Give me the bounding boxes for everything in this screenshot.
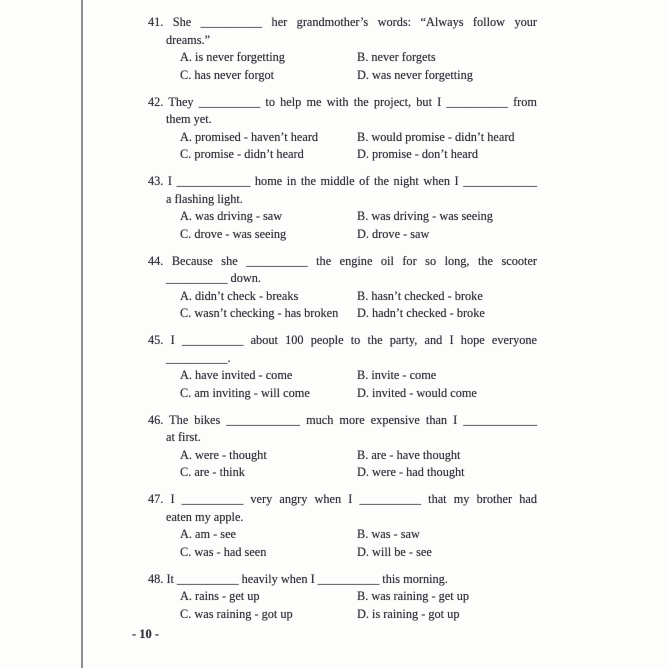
- option-b: B. are - have thought: [357, 447, 461, 462]
- answer-options: [148, 447, 537, 482]
- option-b: B. never forgets: [357, 50, 436, 64]
- option-a: A. am - see: [180, 527, 236, 541]
- question-stem-line1: 45. I __________ about 100 people to the party, and I hope everyone: [148, 333, 537, 347]
- option-b: B. invite - come: [357, 368, 437, 382]
- option-d: D. promise - don’t heard: [357, 147, 479, 161]
- option-a: A. were - thought: [180, 447, 267, 462]
- question-stem-line2: them yet.: [166, 112, 212, 126]
- question-stem-line1: 48. It __________ heavily when I __________ this morning.: [148, 571, 448, 586]
- option-b: B. was driving - was seeing: [357, 209, 493, 223]
- option-d: D. was never forgetting: [357, 67, 473, 82]
- option-d: D. will be - see: [357, 544, 432, 559]
- question-42: [148, 94, 537, 164]
- option-d: D. hadn’t checked - broke: [357, 306, 485, 320]
- option-c: C. wasn’t checking - has broken: [180, 306, 339, 320]
- question-stem-line1: 46. The bikes ____________ much more expensive than I ____________: [148, 412, 537, 427]
- option-d: D. were - had thought: [357, 465, 465, 479]
- option-a: A. rains - get up: [180, 589, 260, 603]
- question-stem-line1: 43. I ____________ home in the middle of the night when I ____________: [148, 174, 537, 188]
- question-stem-line1: 41. She __________ her grandmother’s words: “Always follow your: [148, 15, 537, 29]
- option-b: B. would promise - didn’t heard: [357, 129, 515, 144]
- question-stem-line2: dreams.”: [166, 32, 211, 47]
- answer-options: [148, 49, 537, 84]
- question-stem-line1: 47. I __________ very angry when I __________ that my brother had: [148, 492, 537, 506]
- question-43: [148, 173, 537, 243]
- question-stem-line2: eaten my apple.: [166, 509, 244, 524]
- question-stem-line2: a flashing light.: [166, 191, 243, 206]
- answer-options: [148, 526, 537, 561]
- page-margin-line: [81, 0, 83, 668]
- option-a: A. have invited - come: [180, 368, 293, 382]
- option-a: A. was driving - saw: [180, 209, 283, 223]
- option-c: C. are - think: [180, 465, 245, 479]
- question-41: [148, 14, 537, 84]
- option-a: A. is never forgetting: [180, 50, 285, 64]
- option-d: D. invited - would come: [357, 385, 477, 400]
- question-stem-line2: at first.: [166, 430, 201, 444]
- question-44: [148, 253, 537, 323]
- option-c: C. was - had seen: [180, 544, 267, 559]
- question-48: [148, 571, 537, 624]
- answer-options: [148, 129, 537, 164]
- question-46: [148, 412, 537, 482]
- answer-options: [148, 288, 537, 323]
- option-b: B. was raining - get up: [357, 589, 470, 603]
- option-a: A. didn’t check - breaks: [180, 288, 299, 303]
- question-47: [148, 491, 537, 561]
- question-stem-line2: __________.: [166, 350, 231, 365]
- option-c: C. has never forgot: [180, 67, 275, 82]
- page-number: - 10 -: [132, 627, 160, 641]
- option-b: B. hasn’t checked - broke: [357, 288, 483, 303]
- option-c: C. drove - was seeing: [180, 226, 287, 241]
- question-45: [148, 332, 537, 402]
- option-b: B. was - saw: [357, 527, 420, 541]
- answer-options: [148, 588, 537, 623]
- question-stem-line1: 42. They __________ to help me with the project, but I __________ from: [148, 94, 537, 109]
- option-c: C. promise - didn’t heard: [180, 147, 304, 161]
- question-stem-line1: 44. Because she __________ the engine oil for so long, the scooter: [148, 253, 537, 268]
- answer-options: [148, 208, 537, 243]
- option-d: D. is raining - got up: [357, 606, 460, 621]
- option-a: A. promised - haven’t heard: [180, 129, 319, 144]
- option-c: C. was raining - got up: [180, 606, 293, 621]
- questions-list: [148, 14, 537, 633]
- question-stem-line2: __________ down.: [166, 271, 261, 285]
- option-d: D. drove - saw: [357, 226, 430, 241]
- option-c: C. am inviting - will come: [180, 385, 310, 400]
- answer-options: [148, 367, 537, 402]
